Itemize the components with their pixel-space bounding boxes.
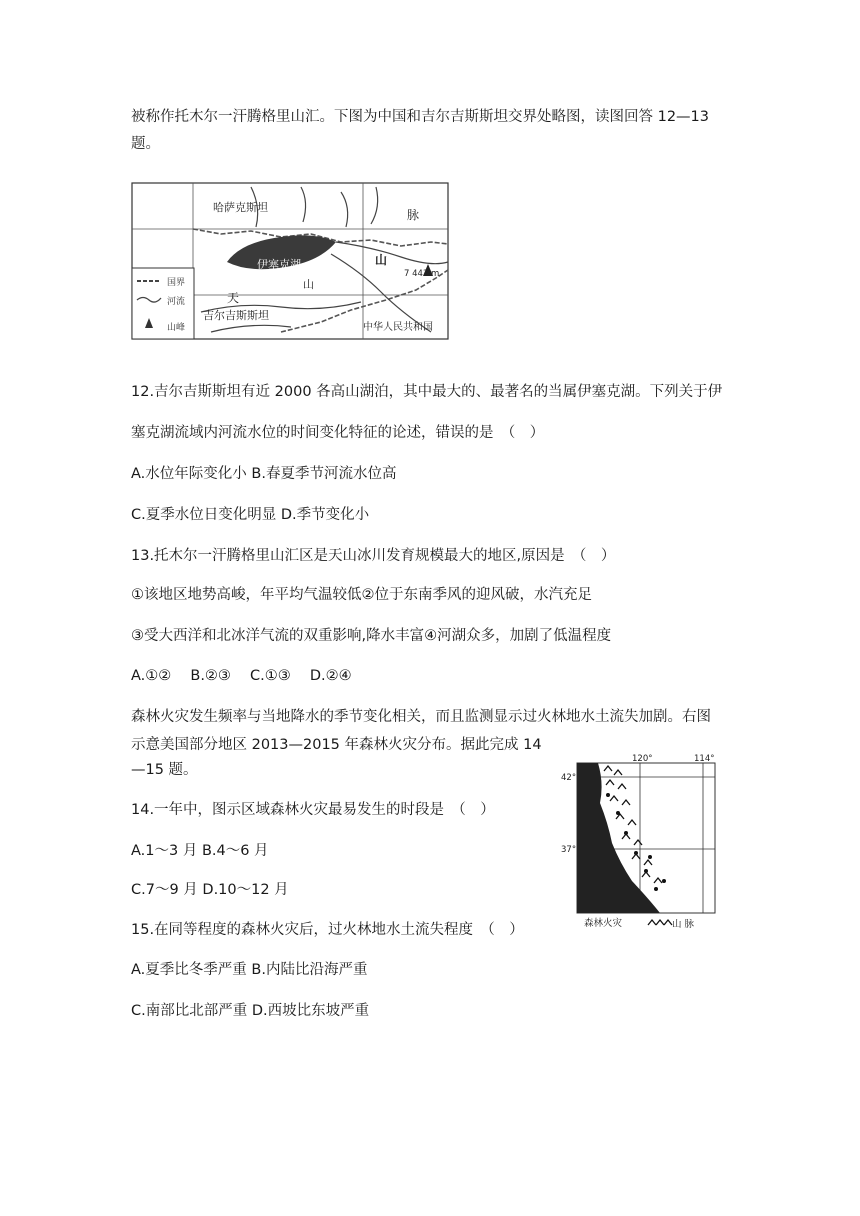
label-shan-1: 山: [375, 253, 388, 267]
passage2-line-2: 示意美国部分地区 2013—2015 年森林火灾分布。据此完成 14: [131, 737, 542, 753]
q14-options-cd: C.7～9 月 D.10～12 月: [131, 882, 289, 898]
china-kyrgyzstan-map: [131, 182, 449, 340]
legend-fire-label: 森林火灾: [584, 918, 623, 929]
q15-options-ab: A.夏季比冬季严重 B.内陆比沿海严重: [131, 962, 368, 978]
label-mai: 脉: [407, 208, 420, 222]
label-lake: 伊塞克湖: [257, 258, 301, 271]
label-shan-2: 山: [303, 278, 314, 291]
q14-options-ab: A.1～3 月 B.4～6 月: [131, 843, 269, 859]
us-forest-fire-map: [560, 753, 720, 933]
q13-statements-34: ③受大西洋和北冰洋气流的双重影响,降水丰富④河湖众多，加剧了低温程度: [131, 628, 612, 644]
intro-line-2: 题。: [131, 136, 160, 152]
q13-statements-12: ①该地区地势高峻，年平均气温较低②位于东南季风的迎风破，水汽充足: [131, 587, 592, 603]
q15-stem: 15.在同等程度的森林火灾后，过火林地水土流失程度 （ ）: [131, 922, 524, 938]
intro-line-1: 被称作托木尔一汗腾格里山汇。下图为中国和吉尔吉斯斯坦交界处略图，读图回答 12—13: [131, 109, 710, 125]
q12-options-cd: C.夏季水位日变化明显 D.季节变化小: [131, 507, 370, 523]
q15-options-cd: C.南部比北部严重 D.西坡比东坡严重: [131, 1003, 370, 1019]
q12-options-ab: A.水位年际变化小 B.春夏季节河流水位高: [131, 466, 397, 482]
q12-stem-line-2: 塞克湖流域内河流水位的时间变化特征的论述，错误的是 （ ）: [131, 425, 545, 441]
legend-border-label: 国界: [167, 278, 186, 288]
label-tian: 天: [227, 291, 240, 305]
passage2-line-1: 森林火灾发生频率与当地降水的季节变化相关，而且监测显示过火林地水土流失加剧。右图: [131, 709, 711, 725]
legend-river-label: 河流: [167, 297, 186, 307]
q13-options: A.①② B.②③ C.①③ D.②④: [131, 668, 352, 684]
q12-stem-line-1: 12.吉尔吉斯斯坦有近 2000 各高山湖泊，其中最大的、最著名的当属伊塞克湖。下列关于伊: [131, 384, 723, 400]
label-kyrgyzstan: 吉尔吉斯斯坦: [203, 309, 269, 322]
label-peak-elevation: 7 443 m: [404, 269, 440, 279]
q14-stem: 14.一年中，图示区域森林火灾最易发生的时段是 （ ）: [131, 802, 495, 818]
lat-37-label: 37°: [561, 845, 577, 855]
lon-120-label: 120°: [632, 754, 653, 764]
lon-114-label: 114°: [694, 754, 715, 764]
legend-mountain-label: 山 脉: [672, 919, 695, 930]
q13-stem: 13.托木尔一汗腾格里山汇区是天山冰川发育规模最大的地区,原因是 （ ）: [131, 548, 616, 564]
label-kazakhstan: 哈萨克斯坦: [213, 201, 268, 214]
label-china: 中华人民共和国: [363, 322, 433, 333]
legend-peak-label: 山峰: [167, 323, 186, 333]
lat-42-label: 42°: [561, 773, 577, 783]
passage2-line-3: —15 题。: [131, 762, 198, 778]
legend-mountain-icon: [648, 920, 672, 925]
